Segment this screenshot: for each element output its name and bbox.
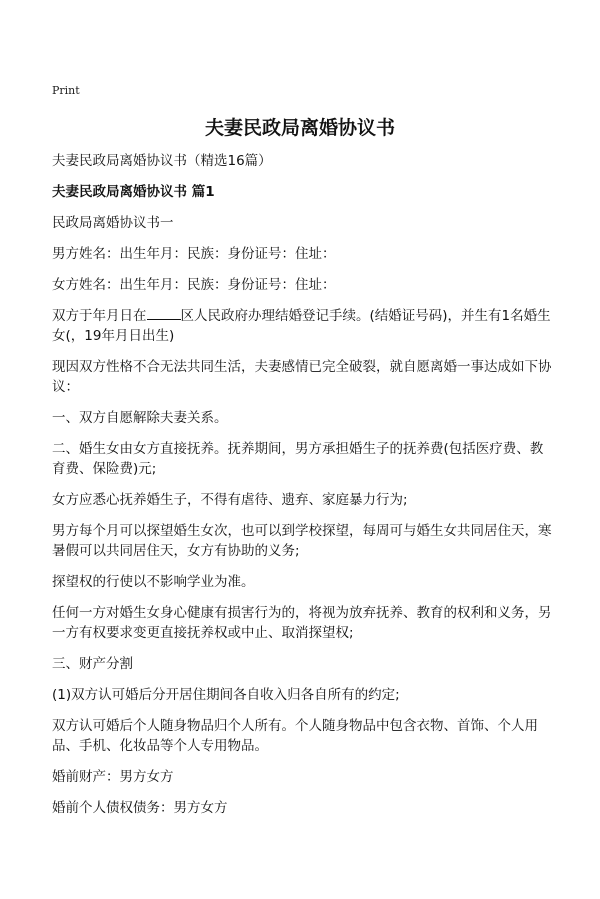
property-clause-one: (1)双方认可婚后分开居住期间各自收入归各自所有的约定; <box>52 687 400 703</box>
clause-one: 一、双方自愿解除夫妻关系。 <box>52 410 228 426</box>
visitation-clause: 男方每个月可以探望婚生女次，也可以到学校探望，每周可与婚生女共同居住天，寒暑假可以共同居住天，女方有协助的义务; <box>52 523 552 559</box>
divorce-reason-paragraph: 现因双方性格不合无法共同生活，夫妻感情已完全破裂，就自愿离婚一事达成如下协议： <box>52 359 552 395</box>
visitation-rule: 探望权的行使以不影响学业为准。 <box>52 574 255 590</box>
premarital-property-line: 婚前财产：男方女方 <box>52 769 174 785</box>
custody-duty-clause: 女方应悉心抚养婚生子，不得有虐待、遗弃、家庭暴力行为; <box>52 492 408 508</box>
agreement-name: 民政局离婚协议书一 <box>52 215 174 231</box>
document-subtitle: 夫妻民政局离婚协议书（精选16篇） <box>52 153 272 169</box>
male-info-line: 男方姓名：出生年月：民族：身份证号：住址： <box>52 246 336 262</box>
print-label: Print <box>52 84 80 97</box>
harm-clause: 任何一方对婚生女身心健康有损害行为的，将视为放弃抚养、教育的权利和义务，另一方有权要求变更直接抚养权或中止、取消探望权; <box>52 605 552 641</box>
property-clause-two: 双方认可婚后个人随身物品归个人所有。个人随身物品中包含衣物、首饰、个人用品、手机、化妆品等个人专用物品。 <box>52 718 538 754</box>
marriage-registration-prefix: 双方于年月日在 <box>52 308 147 324</box>
clause-three-heading: 三、财产分割 <box>52 656 133 672</box>
document-body <box>52 151 552 829</box>
clause-two: 二、婚生女由女方直接抚养。抚养期间，男方承担婚生子的抚养费(包括医疗费、教育费、保险费)元; <box>52 441 544 477</box>
female-info-line: 女方姓名：出生年月：民族：身份证号：住址： <box>52 277 336 293</box>
marriage-registration-suffix: 区人民政府办理结婚登记手续。(结婚证号码)，并生有1名婚生女(，19年月日出生) <box>52 308 551 344</box>
marriage-registration-paragraph <box>52 306 552 346</box>
blank-underline <box>147 306 181 320</box>
premarital-debt-line: 婚前个人债权债务：男方女方 <box>52 800 228 816</box>
document-title: 夫妻民政局离婚协议书 <box>204 117 395 139</box>
section-heading: 夫妻民政局离婚协议书 篇1 <box>52 184 215 200</box>
